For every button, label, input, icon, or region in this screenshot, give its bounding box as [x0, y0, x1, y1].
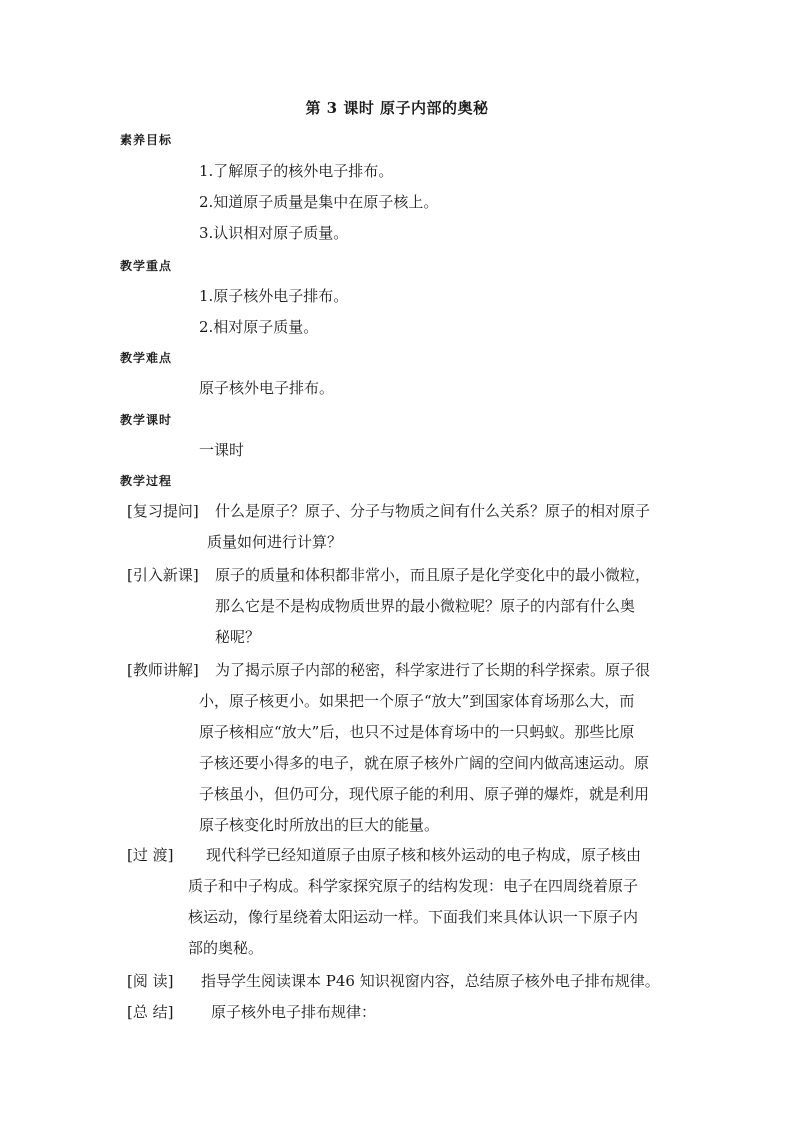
goal-item: 3.认识相对原子质量。 [199, 224, 349, 242]
block-line: 质子和中子构成。科学家探究原子的结构发现：电子在四周绕着原子 [188, 877, 639, 895]
block-line: 原子的质量和体积都非常小，而且原子是化学变化中的最小微粒， [215, 566, 651, 584]
block-line: 小，原子核更小。如果把一个原子“放大”到国家体育场那么大，而 [199, 692, 635, 710]
block-tag: [复习提问] [127, 502, 199, 520]
hours-item: 一课时 [199, 441, 245, 459]
block-line: 核运动，像行星绕着太阳运动一样。下面我们来具体认识一下原子内 [188, 908, 639, 926]
block-line: 质量如何进行计算？ [207, 533, 343, 551]
block-tag: [总 结] [127, 1003, 174, 1021]
block-line: 指导学生阅读课本 P46 知识视窗内容，总结原子核外电子排布规律。 [201, 972, 660, 990]
focus-item: 2.相对原子质量。 [199, 318, 319, 336]
difficulty-item: 原子核外电子排布。 [199, 379, 335, 397]
block-tag: [教师讲解] [127, 661, 199, 679]
block-tag: [过 渡] [127, 846, 174, 864]
process-block-review [127, 496, 679, 558]
process-block-transition [127, 840, 679, 964]
block-line: 原子核变化时所放出的巨大的能量。 [199, 816, 440, 834]
block-line: 子核虽小，但仍可分，现代原子能的利用、原子弹的爆炸，就是利用 [199, 785, 650, 803]
process-block-summary [127, 997, 679, 1028]
block-tag: [阅 读] [127, 972, 174, 990]
block-line: 什么是原子？原子、分子与物质之间有什么关系？原子的相对原子 [215, 502, 651, 520]
goal-item: 1.了解原子的核外电子排布。 [199, 162, 394, 180]
process-block-lecture [127, 655, 679, 841]
block-line: 部的奥秘。 [188, 939, 264, 957]
section-heading-hours: 教学课时 [120, 413, 173, 427]
block-line: 原子核相应“放大”后，也只不过是体育场中的一只蚂蚁。那些比原 [199, 723, 635, 741]
block-line: 子核还要小得多的电子，就在原子核外广阔的空间内做高速运动。原 [199, 754, 650, 772]
section-heading-focus: 教学重点 [120, 259, 173, 273]
block-line: 秘呢？ [215, 628, 261, 646]
focus-item: 1.原子核外电子排布。 [199, 287, 349, 305]
block-line: 为了揭示原子内部的秘密，科学家进行了长期的科学探索。原子很 [215, 661, 651, 679]
goal-item: 2.知道原子质量是集中在原子核上。 [199, 193, 439, 211]
process-block-reading [127, 966, 679, 997]
block-line: 现代科学已经知道原子由原子核和核外运动的电子构成，原子核由 [206, 846, 642, 864]
block-line: 那么它是不是构成物质世界的最小微粒呢？原子的内部有什么奥 [215, 597, 636, 615]
process-block-intro [127, 560, 679, 653]
section-heading-process: 教学过程 [120, 474, 173, 488]
page-title: 第 3 课时 原子内部的奥秘 [305, 99, 489, 117]
section-heading-goals: 素养目标 [120, 133, 173, 147]
block-tag: [引入新课] [127, 566, 199, 584]
block-line: 原子核外电子排布规律： [211, 1003, 377, 1021]
section-heading-difficulty: 教学难点 [120, 351, 173, 365]
